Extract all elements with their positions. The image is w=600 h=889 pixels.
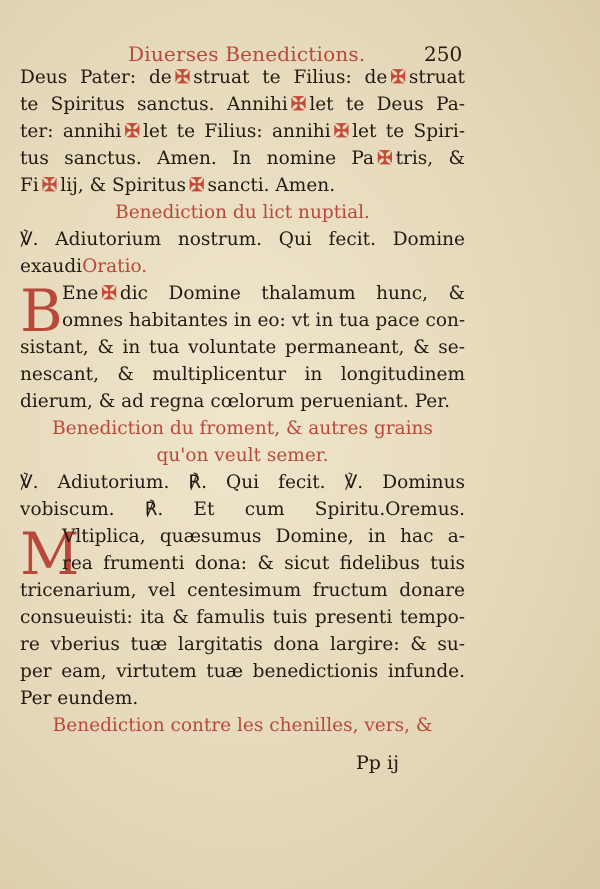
text-line: re vberius tuæ largitatis dona largire: & su- [20, 634, 465, 655]
text-line: sistant, & in tua voluntate permaneant, & se- [20, 337, 465, 358]
text-line: rea frumenti dona: & sicut fidelibus tuis [62, 553, 465, 574]
text-line: omnes habitantes in eo: vt in tua pace con- [62, 310, 466, 331]
rubric-heading: Benediction contre les chenilles, vers, & [52, 715, 433, 736]
text-line: Deus Pater: de ✠ struat te Filius: de ✠ struat [20, 67, 465, 88]
text-line: ℣. Adiutorium. ℟. Qui fecit. ℣. Dominus [20, 472, 465, 493]
text-line: ℣. Adiutorium nostrum. Qui fecit. Domine [20, 229, 465, 250]
paragraph-benediction-froment [20, 520, 465, 712]
page-number: 250 [424, 42, 463, 66]
text-line: Fi ✠ lij, & Spiritus ✠ sancti. Amen. [20, 175, 336, 196]
cross-icon: ✠ [390, 67, 406, 88]
text-line: Per eundem. [20, 688, 139, 709]
text-line: tus sanctus. Amen. In nomine Pa ✠ tris, & [20, 148, 465, 169]
drop-cap-initial: M [20, 520, 80, 588]
text-line: ter: annihi ✠ let te Filius: annihi ✠ let te Spiri- [20, 121, 465, 142]
text-line: per eam, virtutem tuæ benedictionis infunde. [20, 661, 465, 682]
drop-cap-initial: B [20, 277, 63, 345]
text-line: Ene ✠ dic Domine thalamum hunc, & [62, 283, 465, 304]
cross-icon: ✠ [333, 121, 350, 142]
cross-icon: ✠ [101, 283, 117, 304]
oratio-label: Oratio. [82, 256, 148, 277]
text-line: tricenarium, vel centesimum fructum donare [20, 580, 465, 601]
running-title: Diuerses Benedictions. [128, 42, 366, 66]
rubric-heading: Benediction du froment, & autres grains [52, 418, 433, 439]
rubric-heading: Benediction du lict nuptial. [115, 202, 370, 223]
oremus-label: Oremus. [385, 499, 465, 520]
text-line: vobiscum. ℟. Et cum Spiritu.Oremus. [20, 499, 465, 520]
text-line: consueuisti: ita & famulis tuis presenti tempo- [20, 607, 465, 628]
cross-icon: ✠ [174, 67, 191, 88]
text-line: Vltiplica, quæsumus Domine, in hac a- [62, 526, 465, 547]
cross-icon: ✠ [41, 175, 58, 196]
text-line: nescant, & multiplicentur in longitudinem [20, 364, 465, 385]
text-line: exaudiOratio. [20, 256, 148, 277]
cross-icon: ✠ [124, 121, 140, 142]
rubric-heading: qu'on veult semer. [156, 445, 329, 466]
cross-icon: ✠ [377, 148, 393, 169]
signature-mark: Pp ij [356, 752, 399, 774]
text-block [20, 64, 465, 739]
text-line: te Spiritus sanctus. Annihi ✠ let te Deus Pa- [20, 94, 465, 115]
cross-icon: ✠ [290, 94, 307, 115]
cross-icon: ✠ [189, 175, 205, 196]
text-line: dierum, & ad regna cœlorum perueniant. Per. [20, 391, 450, 412]
paragraph-benediction-nuptial [20, 277, 466, 415]
